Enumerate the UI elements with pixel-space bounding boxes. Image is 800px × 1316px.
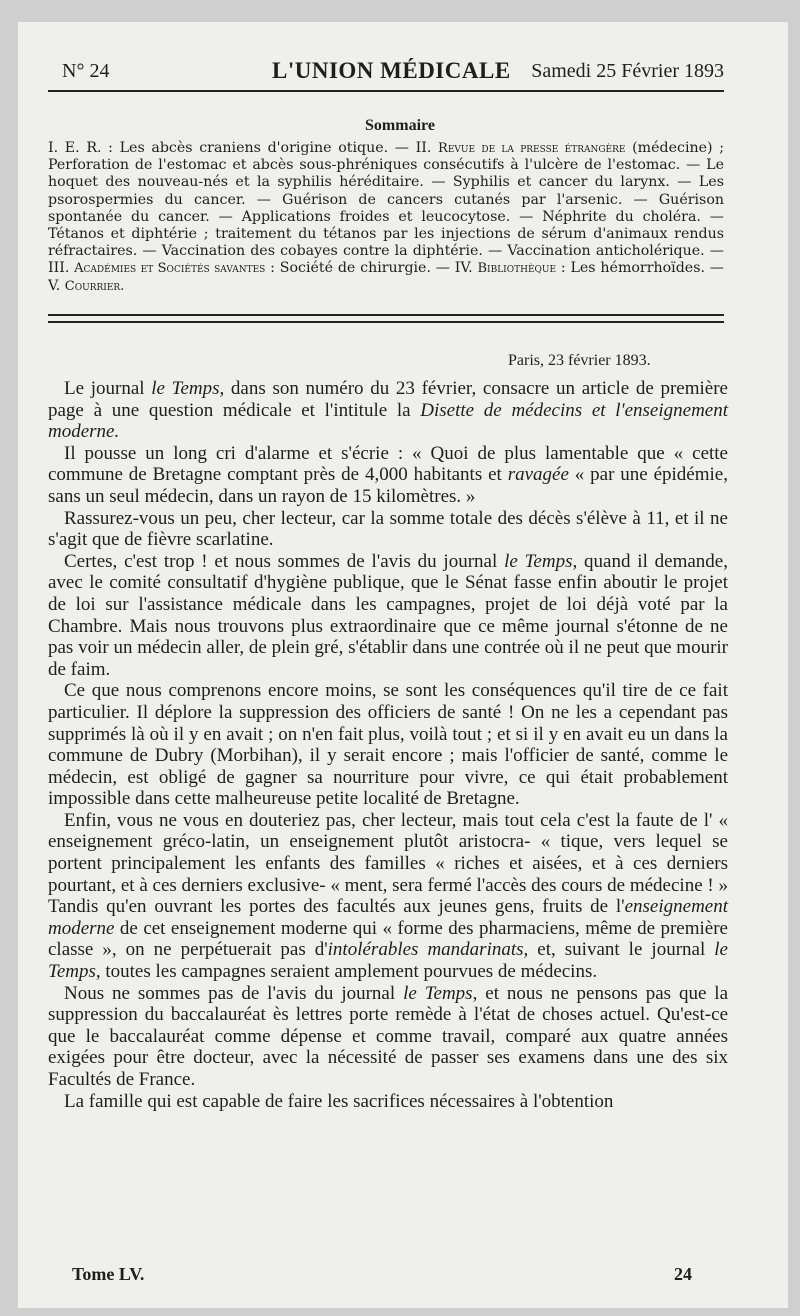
article-title-ref: Disette de médecins et l'enseignement moderne. [48, 399, 729, 443]
summary-part: : Les hémorrhoïdes. — V. [48, 260, 724, 294]
summary-part: : Société de chirurgie. — IV. [265, 260, 478, 277]
page-number: 24 [674, 1264, 692, 1284]
paragraph: Enfin, vous ne vous en douteriez pas, cher lecteur, mais tout cela c'est la faute de l' « enseignement gréco-latin, un enseignement plutôt aristocra- « tique, vers lequel se portent principalement les enfants des familles « riches et aisées, et à ces derniers pourtant, et à ces derniers exclusive- « ment, sera fermé l'accès des cours de médecine ! » Tandis qu'en ouvrant les portes des facultés aux jeunes gens, fruits de l'enseignement moderne de cet enseignement moderne qui « forme des pharmaciens, même de première classe », on ne perpétuerait pas d'intolérables mandarinats, et, suivant le journal le Temps, toutes les campagnes seraient amplement pourvues de médecins. [48, 809, 728, 983]
journal-name: le Temps [504, 550, 573, 572]
page-footer [72, 1264, 692, 1288]
tome-label: Tome LV. [72, 1264, 145, 1284]
header-rule [48, 90, 724, 92]
summary-part: I. E. R. : Les abcès craniens d'origine otique. — II. [48, 140, 439, 156]
paragraph: Nous ne sommes pas de l'avis du journal le Temps, et nous ne pensons pas que la suppression du baccalauréat ès lettres porte remède à l'état de choses actuel. Qu'est-ce que le baccalauréat comme dépense et comme travail, comparé aux quatre années exigées pour être docteur, avec la nécessité de passer ses examens dans une des six Facultés de France. [48, 982, 729, 1090]
paragraph: Ce que nous comprenons encore moins, se sont les conséquences qu'il tire de ce fait particulier. Il déplore la suppression des officiers de santé ! On ne les a cependant pas supprimés là où il y en avait ; on n'en fait plus, voilà tout ; et si il y en avait eu un dans la commune de Dubry (Morbihan), il y serait encore ; mais l'officier de santé, comme le médecin, est obligé de gagner sa nourriture pour vivre, ce qui était probablement impossible dans cette malheureuse petite localité de Bretagne. [48, 680, 728, 810]
place-date: Paris, 23 février 1893. [508, 352, 651, 369]
summary-double-rule [48, 314, 724, 323]
journal-name: le Temps [151, 378, 220, 399]
article-body [48, 378, 728, 1112]
paragraph: Il pousse un long cri d'alarme et s'écrie : « Quoi de plus lamentable que « cette commune de Bretagne comptant près de 4,000 habitants et ravagée « par une épidémie, sans un seul médecin, dans un rayon de 15 kilomètres. » [48, 442, 728, 507]
section-bibliotheque: Bibliothèque [477, 261, 557, 277]
paragraph: La famille qui est capable de faire les sacrifices nécessaires à l'obtention [64, 1090, 614, 1112]
section-courrier: Courrier. [64, 278, 125, 294]
section-academies: Académies et Sociétés savantes [74, 261, 266, 277]
summary-text [48, 140, 724, 295]
issue-number: N° 24 [62, 60, 110, 82]
section-revue-presse: Revue de la presse étrangère [438, 141, 626, 156]
issue-date: Samedi 25 Février 1893 [531, 60, 724, 82]
journal-name: le Temps [48, 939, 728, 983]
summary-part: (médecine) ; Perforation de l'estomac et abcès sous-phréniques consécutifs à l'ulcère de l'estomac. — Le hoquet des nouveau-nés et la syphilis héréditaire. — Syphilis et cancer du larynx. — Les psorospermies du cancer. — Guérison de cancers cutanés par l'arsenic. — Guérison spontanée du cancer. — Applications froides et leucocytose. — Néphrite du choléra. — Tétanos et diphtérie ; traitement du tétanos par les injections de sérum d'animaux rendus réfractaires. — Vaccination des cobayes contre la diphtérie. — Vaccination anticholérique. — III. [48, 140, 724, 277]
journal-title: L'UNION MÉDICALE [272, 58, 511, 83]
paragraph: Rassurez-vous un peu, cher lecteur, car la somme totale des décès s'élève à 11, et il ne s'agit que de fièvre scarlatine. [48, 507, 728, 551]
journal-name: le Temps [403, 982, 473, 1004]
paragraph: Le journal le Temps, dans son numéro du 23 février, consacre un article de première page à une question médicale et l'intitule la Disette de médecins et l'enseignement moderne. [48, 378, 729, 443]
paragraph: Certes, c'est trop ! et nous sommes de l'avis du journal le Temps, quand il demande, avec le comité consultatif d'hygiène publique, que le Sénat fasse enfin aboutir le projet de loi sur l'assistance médicale dans les campagnes, projet de loi déjà voté par la Chambre. Mais nous trouvons plus extraordinaire que ce même journal s'étonne de ne pas voir un médecin aller, de plein gré, s'établir dans une contrée où il ne peut que mourir de faim. [48, 550, 728, 680]
summary-title: Sommaire [365, 117, 435, 134]
running-header [62, 60, 724, 90]
